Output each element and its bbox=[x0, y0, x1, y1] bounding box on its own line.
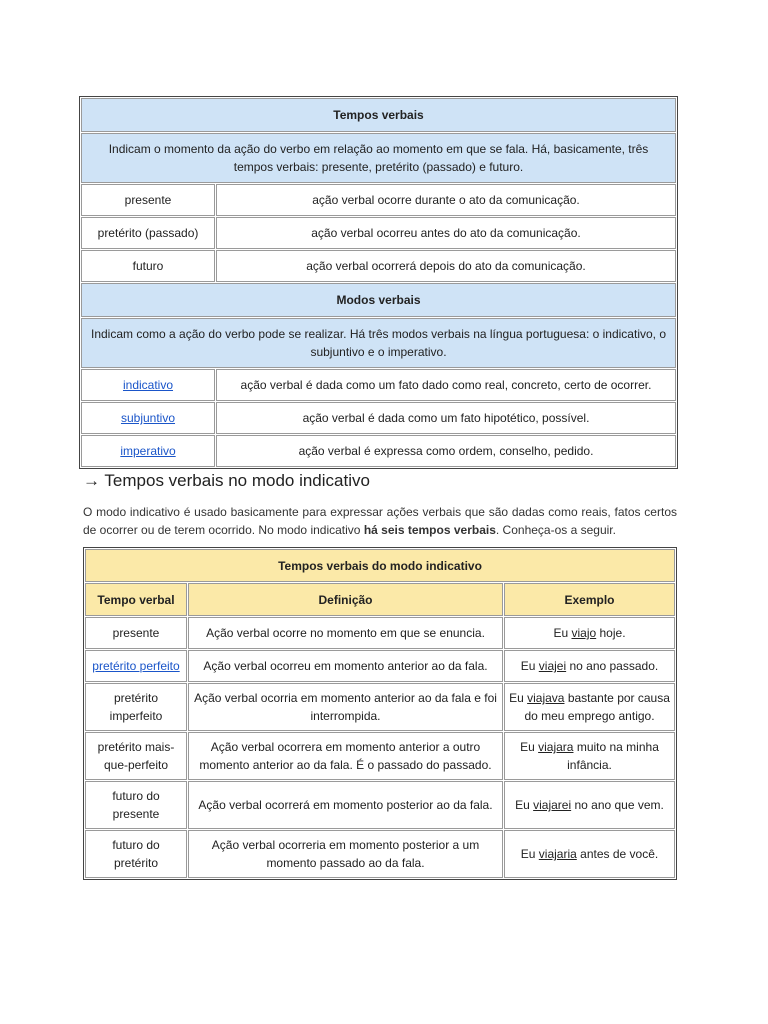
section-heading-text: Tempos verbais no modo indicativo bbox=[104, 471, 370, 490]
verb-form: viajo bbox=[571, 626, 597, 640]
column-header-exemplo: Exemplo bbox=[504, 583, 675, 616]
table-row bbox=[85, 650, 675, 682]
definition-cell: Ação verbal ocorrera em momento anterior a outro momento anterior ao da fala. É o passado do passado. bbox=[188, 732, 503, 780]
term-cell: pretérito (passado) bbox=[81, 217, 215, 249]
verb-form: viajara bbox=[538, 740, 574, 754]
tempo-cell: pretérito mais-que-perfeito bbox=[85, 732, 187, 780]
definition-cell: ação verbal ocorrerá depois do ato da comunicação. bbox=[216, 250, 676, 282]
modos-description: Indicam como a ação do verbo pode se realizar. Há três modos verbais na língua portuguesa: o indicativo, o subjuntivo e o imperativo. bbox=[81, 318, 676, 368]
definition-cell: Ação verbal ocorreu em momento anterior ao da fala. bbox=[188, 650, 503, 682]
tempo-cell: presente bbox=[85, 617, 187, 649]
definition-cell: Ação verbal ocorria em momento anterior ao da fala e foi interrompida. bbox=[188, 683, 503, 731]
imperativo-link[interactable]: imperativo bbox=[120, 444, 176, 458]
table-title: Tempos verbais do modo indicativo bbox=[85, 549, 675, 582]
section-heading bbox=[83, 471, 370, 491]
table-row bbox=[85, 781, 675, 829]
table-row bbox=[85, 617, 675, 649]
term-cell: presente bbox=[81, 184, 215, 216]
example-cell: Eu viajarei no ano que vem. bbox=[504, 781, 675, 829]
definition-cell: ação verbal é dada como um fato dado como real, concreto, certo de ocorrer. bbox=[216, 369, 676, 401]
paragraph-text: O modo indicativo é usado basicamente para expressar ações verbais que são dadas como reais, fatos certos de ocorrer ou de terem ocorrido. No modo indicativo bbox=[83, 505, 677, 537]
definition-cell: Ação verbal ocorre no momento em que se enuncia. bbox=[188, 617, 503, 649]
verb-form: viajarei bbox=[533, 798, 572, 812]
term-cell bbox=[81, 402, 215, 434]
table-row bbox=[85, 732, 675, 780]
paragraph-text-end: . Conheça-os a seguir. bbox=[495, 523, 616, 537]
definition-cell: ação verbal ocorreu antes do ato da comunicação. bbox=[216, 217, 676, 249]
verb-form: viajei bbox=[538, 659, 567, 673]
example-cell: Eu viajara muito na minha infância. bbox=[504, 732, 675, 780]
table-row bbox=[81, 402, 676, 434]
preterito-perfeito-link[interactable]: pretérito perfeito bbox=[92, 659, 180, 673]
tempo-cell: futuro do presente bbox=[85, 781, 187, 829]
indicativo-link[interactable]: indicativo bbox=[122, 378, 174, 392]
definition-cell: ação verbal é dada como um fato hipotético, possível. bbox=[216, 402, 676, 434]
term-cell bbox=[81, 369, 215, 401]
example-cell: Eu viajaria antes de você. bbox=[504, 830, 675, 878]
section-paragraph bbox=[83, 503, 677, 539]
table-row bbox=[81, 369, 676, 401]
table-row bbox=[81, 250, 676, 282]
table-row bbox=[85, 683, 675, 731]
verb-form: viajaria bbox=[538, 847, 577, 861]
table-row bbox=[85, 830, 675, 878]
tempos-description: Indicam o momento da ação do verbo em relação ao momento em que se fala. Há, basicamente, três tempos verbais: presente, pretérito (passado) e futuro. bbox=[81, 133, 676, 183]
example-cell: Eu viajo hoje. bbox=[504, 617, 675, 649]
tempo-cell bbox=[85, 650, 187, 682]
definition-cell: ação verbal ocorre durante o ato da comunicação. bbox=[216, 184, 676, 216]
verb-form: viajava bbox=[527, 691, 565, 705]
term-cell: futuro bbox=[81, 250, 215, 282]
modos-header: Modos verbais bbox=[81, 283, 676, 317]
indicativo-table bbox=[83, 547, 677, 880]
table-row bbox=[81, 184, 676, 216]
definition-cell: ação verbal é expressa como ordem, conselho, pedido. bbox=[216, 435, 676, 467]
subjuntivo-link[interactable]: subjuntivo bbox=[120, 411, 176, 425]
tempo-cell: pretérito imperfeito bbox=[85, 683, 187, 731]
tempos-modos-table bbox=[79, 96, 678, 469]
example-cell: Eu viajava bastante por causa do meu emprego antigo. bbox=[504, 683, 675, 731]
definition-cell: Ação verbal ocorrerá em momento posterior ao da fala. bbox=[188, 781, 503, 829]
table-row bbox=[81, 217, 676, 249]
column-header-tempo: Tempo verbal bbox=[85, 583, 187, 616]
example-cell: Eu viajei no ano passado. bbox=[504, 650, 675, 682]
paragraph-bold: há seis tempos verbais bbox=[363, 523, 496, 537]
column-header-definicao: Definição bbox=[188, 583, 503, 616]
term-cell bbox=[81, 435, 215, 467]
definition-cell: Ação verbal ocorreria em momento posterior a um momento passado ao da fala. bbox=[188, 830, 503, 878]
arrow-icon: → bbox=[83, 471, 100, 490]
table-row bbox=[81, 435, 676, 467]
tempos-header: Tempos verbais bbox=[81, 98, 676, 132]
tempo-cell: futuro do pretérito bbox=[85, 830, 187, 878]
